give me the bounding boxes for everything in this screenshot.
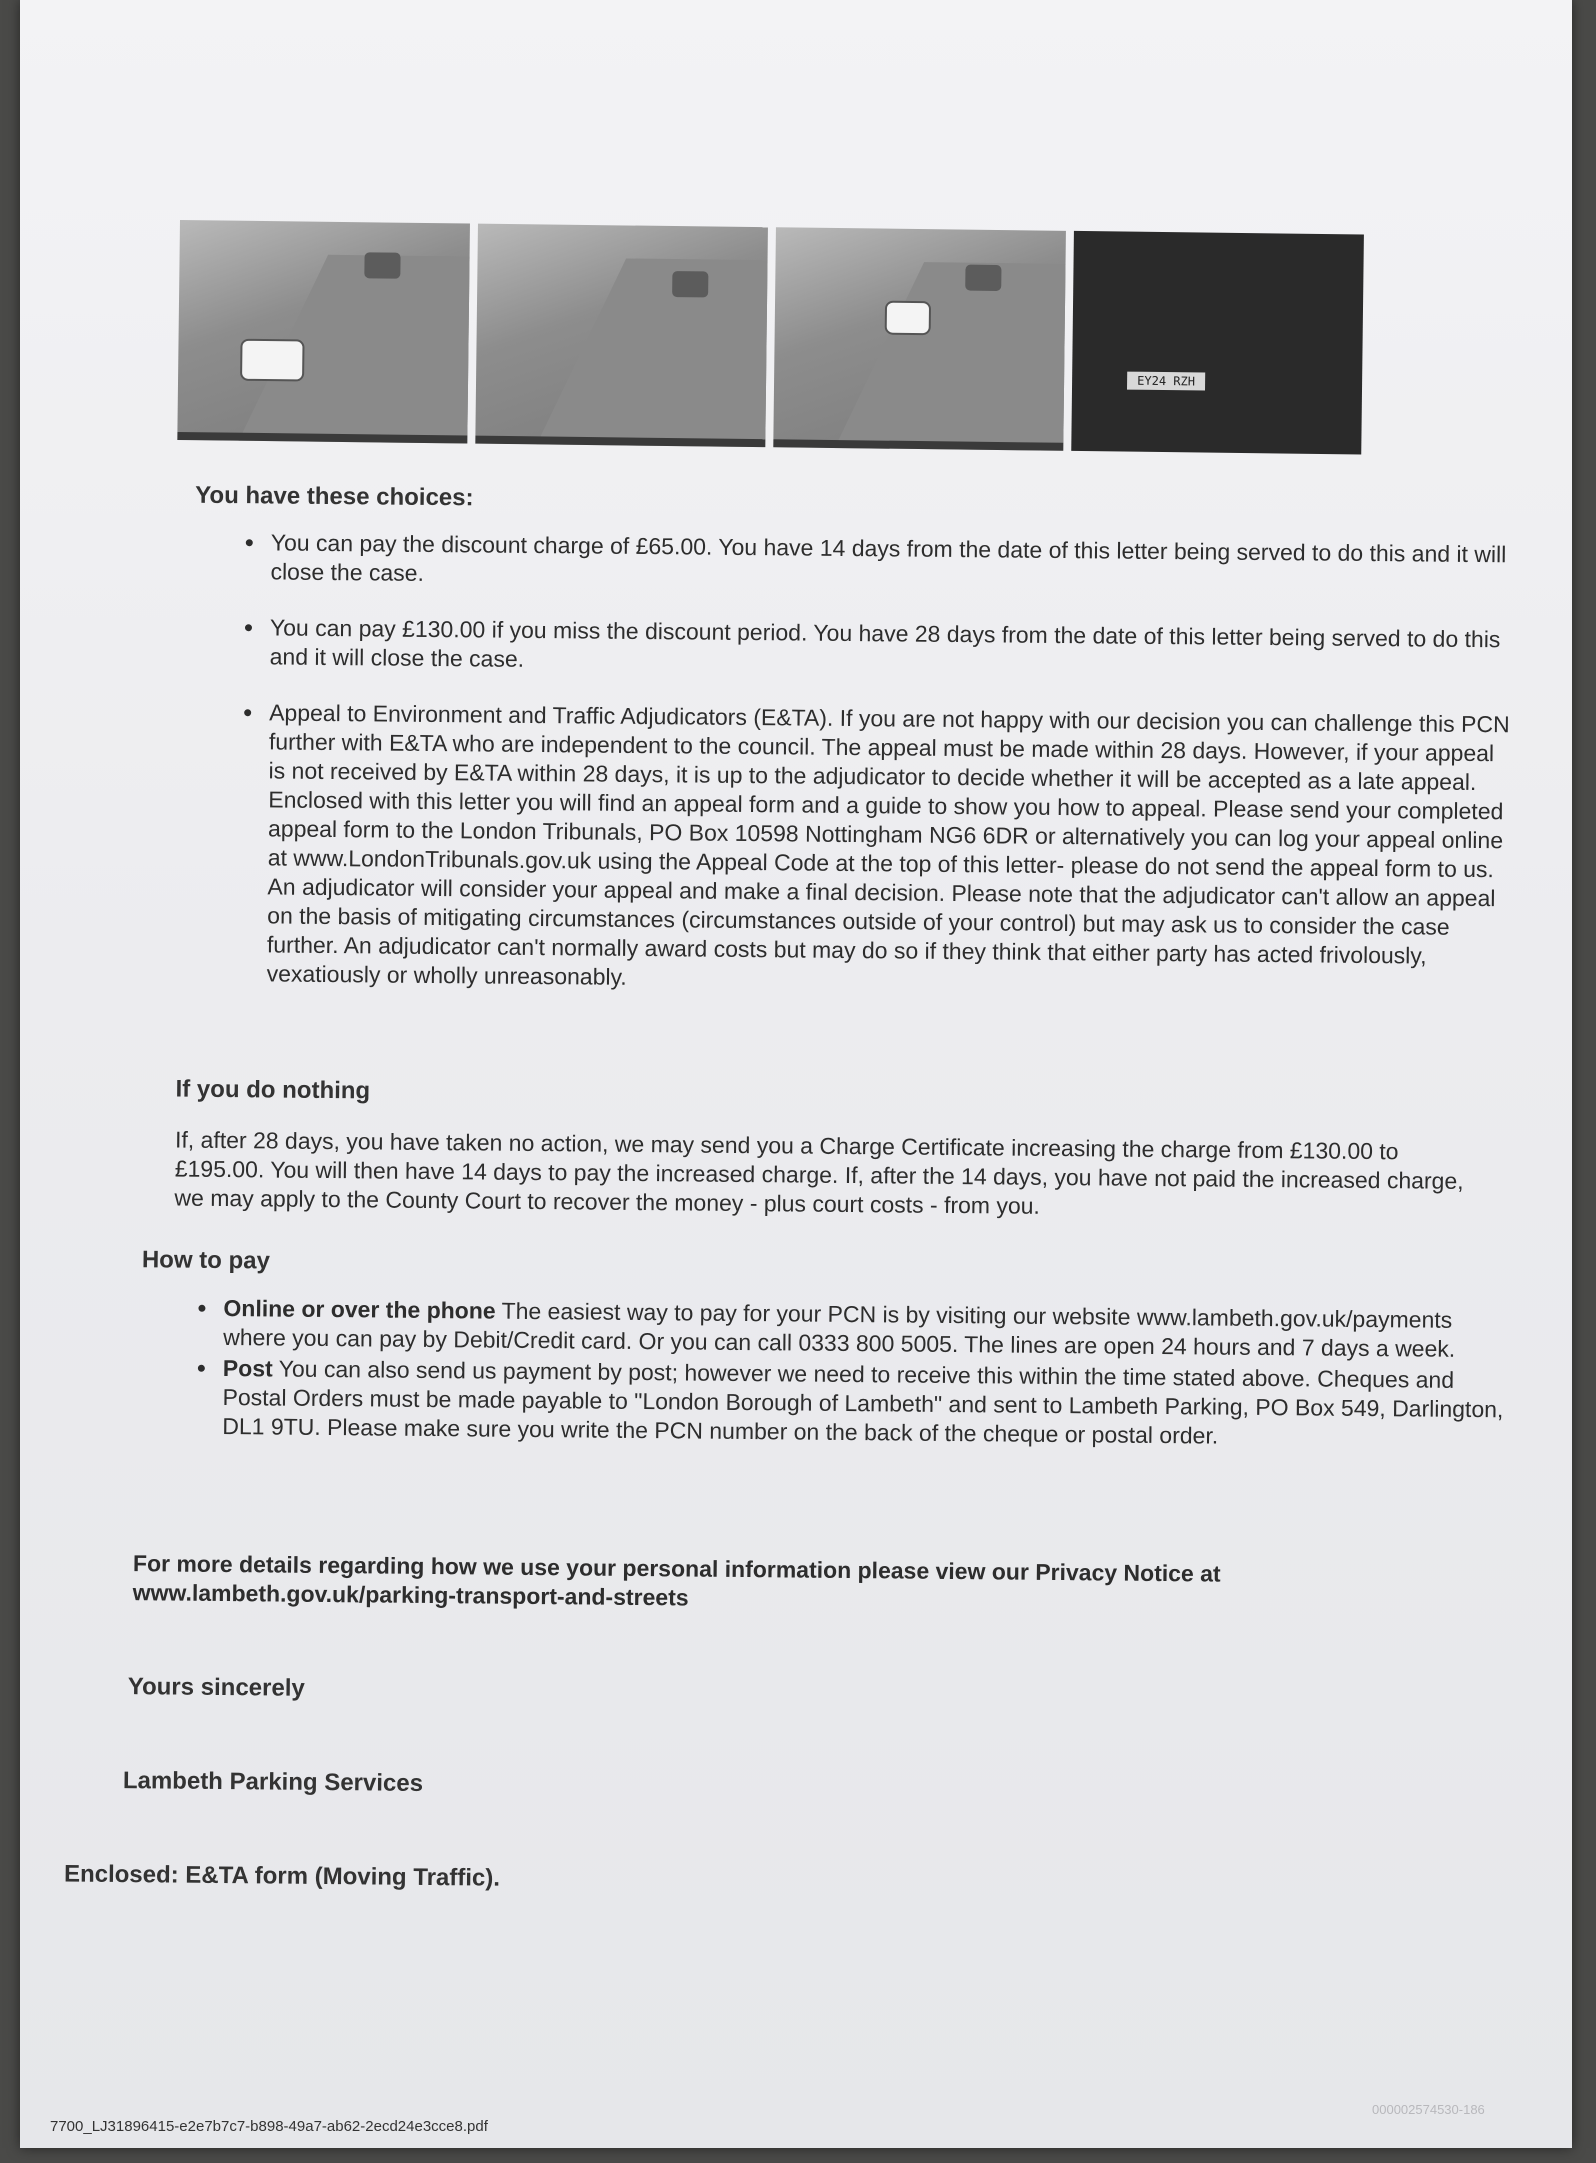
letter-page — [20, 0, 1572, 2148]
number-plate: EY24 RZH — [1127, 372, 1205, 391]
signoff: Lambeth Parking Services — [122, 1767, 424, 1797]
pay-online-item — [219, 1294, 1509, 1364]
nothing-heading: If you do nothing — [175, 1075, 371, 1105]
pay-online-text: The easiest way to pay for your PCN is by visiting our website www.lambeth.gov.uk/payments where you can pay by Debit/Credit card. Or you can call 0333 800 5005. The lines are open 24 hours and 7 days a week. — [223, 1297, 1456, 1362]
enclosed-note: Enclosed: E&TA form (Moving Traffic). — [63, 1860, 501, 1892]
pay-post-item — [218, 1354, 1509, 1453]
choices-heading: You have these choices: — [195, 481, 474, 512]
footer-filename: 7700_LJ31896415-e2e7b7c7-b898-49a7-ab62-2ecd24e3cce8.pdf — [50, 2118, 488, 2135]
nothing-text: If, after 28 days, you have taken no action, we may send you a Charge Certificate increasing the charge from £130.00 to £195.00. You will then have 14 days to pay the increased charge. If, after the 14 days, you have not paid the increased charge, we may apply to the County Court to recover the money - plus court costs - from you. — [174, 1126, 1464, 1219]
choice-appeal: • Appeal to Environment and Traffic Adjudicators (E&TA). If you are not happy with our decision you can challenge this PCN further with E&TA who are independent to the council. The appeal must be made within 28 days. However, if your appeal is not received by E&TA within 28 days, it is up to the adjudicator to decide whether it will be accepted as a late appeal. Enclosed with this letter you will find an appeal form and a guide to show you how to appeal. Please send your completed appeal form to the London Tribunals, PO Box 10598 Nottingham NG6 6DR or alternatively you can log your appeal online at www.LondonTribunals.gov.uk using the Appeal Code at the top of this letter- please do not send the appeal form to us. An adjudicator will consider your appeal and make a final decision. Please note that the adjudicator can't allow an appeal on the basis of mitigating circumstances (circumstances outside of your control) but may ask us to consider the case further. An adjudicator can't normally award costs but may do so if they think that either party has acted frivolously, vexatiously or wholly unreasonably. — [263, 698, 1516, 1000]
pay-online-label: Online or over the phone — [223, 1295, 496, 1324]
pay-heading: How to pay — [141, 1246, 271, 1275]
pay-post-label: Post — [222, 1355, 273, 1382]
payment-methods — [194, 1294, 1509, 1456]
footer-reference: 000002574530-186 — [1372, 2102, 1485, 2117]
choices-list — [234, 528, 1517, 1027]
choice-discount: • You can pay the discount charge of £65.00. You have 14 days from the date of this letter being served to do this and it will close the case. — [266, 528, 1516, 598]
closing: Yours sincerely — [127, 1673, 305, 1702]
privacy-notice: For more details regarding how we use your personal information please view our Privacy Notice at www.lambeth.gov.uk/parking-transport-and-streets — [132, 1550, 1221, 1611]
pay-post-text: You can also send us payment by post; however we need to receive this within the time stated above. Cheques and Postal Orders must be made payable to "London Borough of Lambeth" and sent to Lambeth Parking, PO Box 549, Darlington, DL1 9TU. Please make sure you write the PCN number on the back of the cheque or postal order. — [222, 1355, 1504, 1449]
choice-full-payment: • You can pay £130.00 if you miss the discount period. You have 28 days from the date of this letter being served to do this and it will close the case. — [266, 613, 1516, 683]
